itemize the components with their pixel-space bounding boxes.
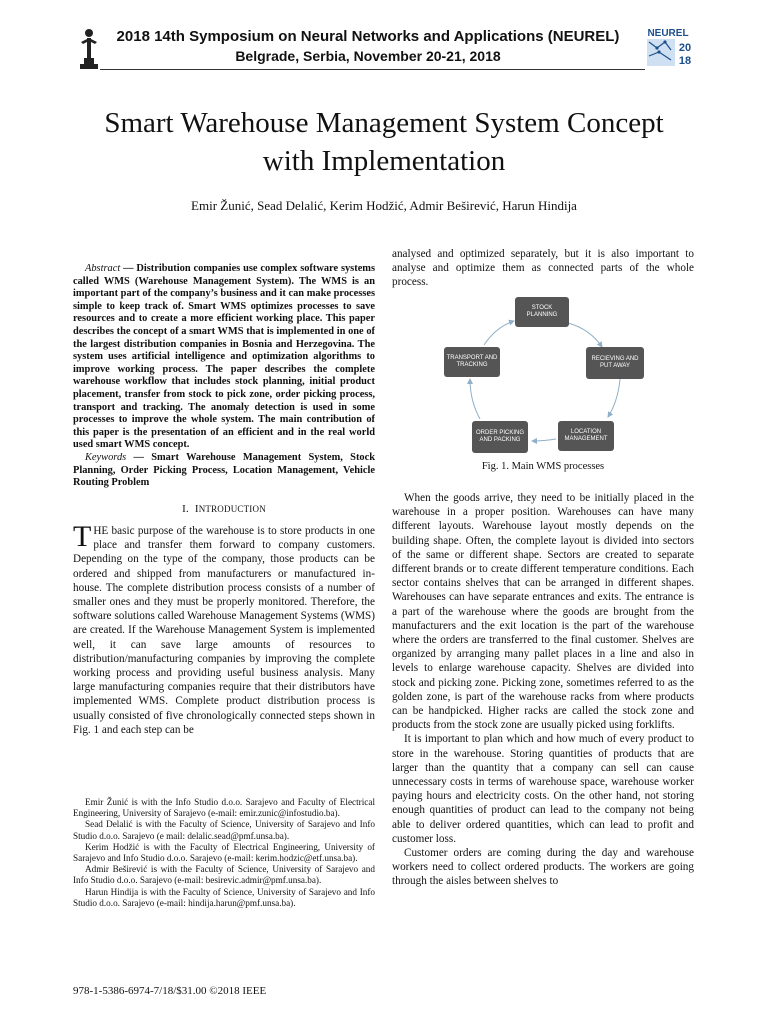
logo-year-top: 20	[678, 42, 692, 54]
drop-cap: T	[73, 519, 92, 553]
intro-paragraph	[73, 519, 375, 737]
right-column-body	[392, 491, 694, 889]
node-stock-planning: STOCK PLANNING	[515, 297, 569, 327]
conference-title: 2018 14th Symposium on Neural Networks and Applications (NEUREL)	[116, 28, 620, 45]
intro-capitals: HE	[93, 524, 109, 537]
keywords-label: Keywords	[85, 451, 127, 463]
neurel-logo	[643, 26, 693, 68]
node-location-management: LOCATION MANAGEMENT	[558, 421, 614, 451]
figure-caption: Fig. 1. Main WMS processes	[481, 461, 605, 472]
node-order-picking-packing: ORDER PICKING AND PACKING	[472, 421, 528, 453]
footnote: Sead Delalić is with the Faculty of Science, University of Sarajevo and Info Studio d.o.o. Sarajevo (e mail: delalic.sead@pmf.unsa.ba).	[73, 819, 375, 841]
author-list: Emir Žunić, Sead Delalić, Kerim Hodžić, Admir Beširević, Harun Hindija	[191, 198, 577, 213]
title-line-2: with Implementation	[262, 145, 506, 177]
section-heading-introduction	[73, 502, 375, 516]
node-receiving-put-away: RECIEVING AND PUT AWAY	[586, 347, 644, 379]
footnote: Harun Hindija is with the Faculty of Science, University of Sarajevo and Info Studio d.o.o. Sarajevo (e-mail: hindija.harun@pmf.unsa.ba).	[73, 886, 375, 908]
logo-year-bottom: 18	[678, 55, 692, 67]
abstract-label: Abstract	[85, 263, 121, 274]
title-line-1: Smart Warehouse Management System Concept	[104, 107, 664, 139]
author-footnotes	[73, 797, 375, 909]
footnote: Kerim Hodžić is with the Faculty of Electrical Engineering, University of Sarajevo and Info Studio d.o.o. Sarajevo (e-mail: kerim.hodzic@etf.unsa.ba).	[73, 841, 375, 864]
header-divider	[100, 69, 645, 70]
body-paragraph: It is important to plan which and how much of every product to store in the warehouse. Storing quantities of products that are larger than the quantity that a company can sell can cause unnecessary costs in terms of warehouse space, warehouse worker paying hours and electricity costs. On the other hand, not storing enough quantities of product can lead to the company not being able to deliver ordered quantities, which can lead to profit and customer loss.	[392, 733, 694, 845]
keywords-text: — Smart Warehouse Management System, Stock Planning, Order Picking Process, Location Management, Vehicle Routing Problem	[73, 451, 375, 489]
left-column	[73, 263, 375, 737]
section-rest: NTRODUCTION	[198, 503, 266, 514]
arrow-1	[568, 323, 602, 347]
keywords	[73, 452, 375, 490]
logo-text: NEUREL	[647, 28, 689, 39]
paper-title	[60, 104, 708, 180]
right-top-paragraph: analysed and optimized separately, but it is also important to analyse and optimize them as connected parts of the whole process.	[392, 248, 694, 289]
symposium-logo-icon	[78, 24, 100, 70]
body-paragraph: Customer orders are coming during the day and warehouse workers need to collect ordered products. The workers are going through the aisles between shelves to	[392, 847, 694, 888]
right-column	[392, 247, 694, 290]
arrow-2	[608, 379, 620, 417]
isbn-copyright: 978-1-5386-6974-7/18/$31.00 ©2018 IEEE	[73, 985, 267, 997]
body-paragraph: When the goods arrive, they need to be initially placed in the warehouse in a proper position. Warehouses can have many different layouts. Warehouse layout mostly depends on the building shape. Often, the complete layout is divided into sectors of the same or different shape. Sectors are created to separate different brands or to create different temperature conditions. Each sector contains shelves that can be arranged in different shapes. Warehouses can have separate entrances and exits. The entrance is a part of the warehouse where the goods are brought from the manufacturers and the exit location is the part of the warehouse where the orders are transferred to the final customer. Shelves are organized by arranging many pallet places in a line and also in levels to enlarge warehouse capacity. Shelves are divided into stock and picking zone. Picking zone, sometimes referred to as the golden zone, is part of the warehouse racks from where products can be handpicked. Higher racks are called the stock zone and products from the stock zone are usually picked using forklifts.	[392, 492, 694, 732]
footnote: Admir Beširević is with the Faculty of Science, University of Sarajevo and Info Studio d.o.o. Sarajevo (e-mail: besirevic.admir@pmf.unsa.ba).	[73, 864, 375, 886]
footnote: Emir Žunić is with the Info Studio d.o.o. Sarajevo and Faculty of Electrical Engineering, University of Sarajevo (e-mail: emir.zunic@infostudio.ba).	[73, 797, 375, 819]
abstract	[73, 263, 375, 452]
arrow-5	[484, 321, 514, 345]
intro-text: basic purpose of the warehouse is to store products in one place and transfer them forward to company customers. Depending on the type of the company, those products can be ordered and shipped from manufacturers or manufactured in-house. The complete distribution process consists of a number of smaller ones and they must be properly monitored. Therefore, the software solutions called Warehouse Management Systems (WMS) are created. If the Warehouse Management System is implemented well, it can save large amounts of resources to distribution/manufacturing companies by improving the complete working process and providing useful business analysis. Many large manufacturing companies require that their distributors have implemented WMS. Complete product distribution process is usually consisted of five chronologically connected steps shown in Fig. 1 and each step can be	[73, 524, 375, 736]
node-transport-tracking: TRANSPORT AND TRACKING	[444, 347, 500, 377]
section-number: I.	[182, 502, 189, 515]
figure-wms-processes	[440, 289, 650, 459]
abstract-text: — Distribution companies use complex software systems called WMS (Warehouse Management System). The WMS is an important part of the company’s business and it can make processes simple to keep track of. Smart WMS optimizes processes to save resources and to create a more efficient working place. This paper describes the concept of a smart WMS that is implemented in one of the largest distribution companies in Bosnia and Herzegovina. The system uses artificial intelligence and optimization algorithms to improve working process. The paper describes the complete warehouse workflow that includes stock planning, initial product placement, transfer from stock to pick zone, order picking process, transport and tracking. The anomaly detection is used in some processes to improve the whole system. The main contribution of this paper is the presentation of an efficient and in the real world used smart WMS concept.	[73, 263, 375, 451]
arrow-3	[532, 439, 556, 441]
section-first-letter: I	[194, 502, 199, 515]
arrow-4	[470, 379, 480, 419]
conference-location: Belgrade, Serbia, November 20-21, 2018	[235, 48, 501, 64]
